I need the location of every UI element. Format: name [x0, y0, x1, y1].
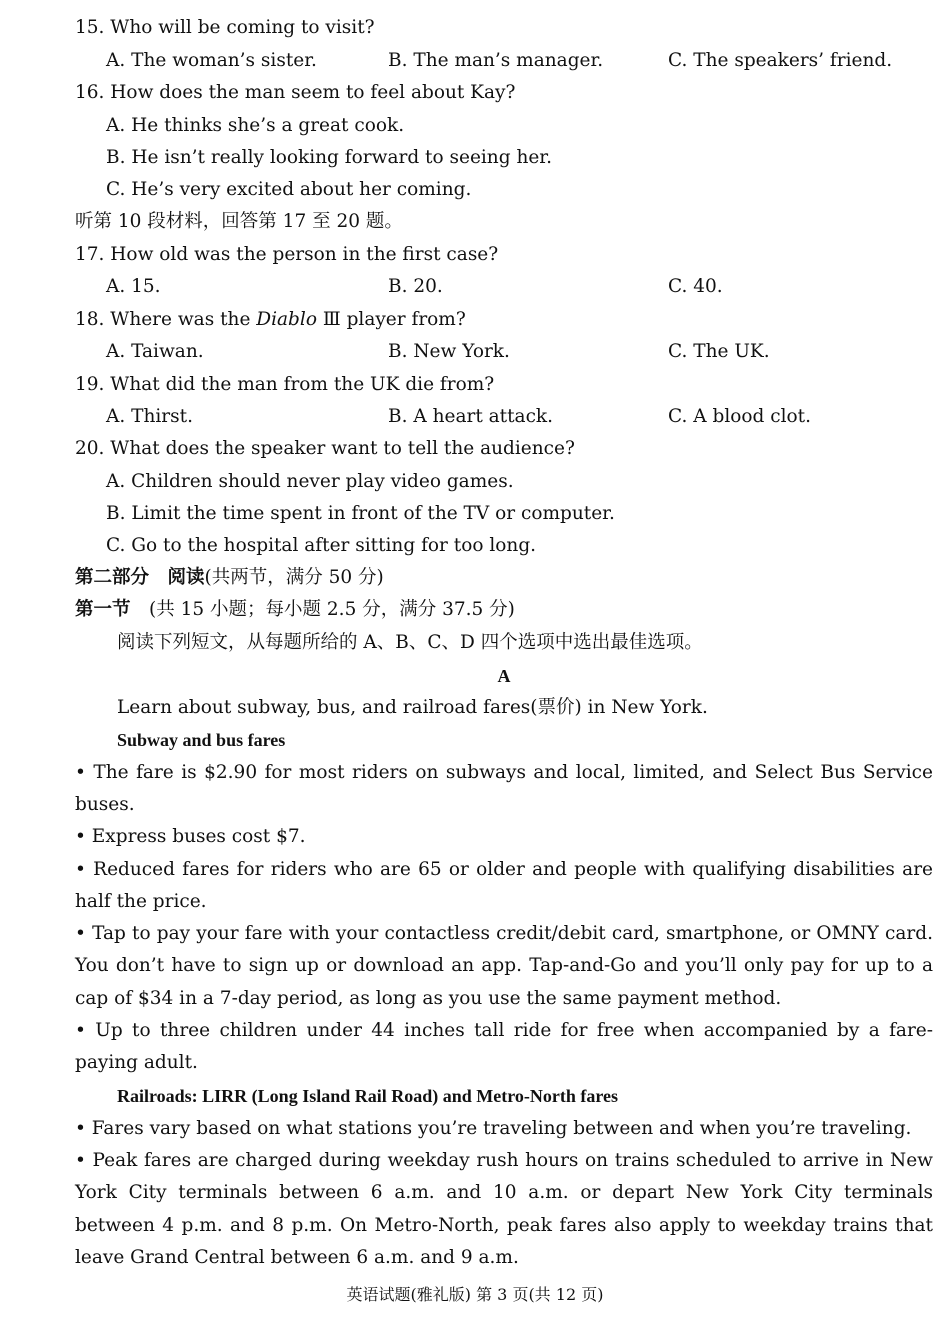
option-a: A. Taiwan.	[106, 341, 204, 362]
option-b: B. The man’s manager.	[388, 50, 604, 71]
bullet-peak: • Peak fares are charged during weekday rush hours on trains scheduled to arrive in New York City terminals between 6 a.m. and 10 a.m. or depart New York City terminals between 4 p.m. and 8 p.m. On Metro-North, peak fares also apply to weekday trains that leave Grand Central between 6 a.m. and 9 a.m.	[75, 1150, 933, 1268]
stem-prefix: 18. Where was the	[75, 309, 257, 330]
passage-label: A	[497, 666, 511, 686]
option-c: C. The speakers’ friend.	[668, 50, 893, 71]
stem-suffix: Ⅲ player from?	[316, 309, 466, 330]
option-a: A. The woman’s sister.	[106, 50, 317, 71]
question-15-options	[0, 45, 950, 77]
instruction: 阅读下列短文，从每题所给的 A、B、C、D 四个选项中选出最佳选项。	[117, 632, 703, 653]
part2-title: 第二部分 阅读	[75, 567, 205, 588]
option-c: C. 40.	[668, 276, 723, 297]
part2-heading	[0, 562, 950, 594]
question-16-stem: 16. How does the man seem to feel about Kay?	[75, 82, 516, 103]
option-a: A. He thinks she’s a great cook.	[106, 115, 405, 136]
option-b: B. He isn’t really looking forward to seeing her.	[106, 147, 552, 168]
heading-subway-bus: Subway and bus fares	[117, 730, 286, 750]
option-b: B. Limit the time spent in front of the TV or computer.	[106, 503, 615, 524]
listening-note: 听第 10 段材料，回答第 17 至 20 题。	[75, 211, 403, 232]
question-18-options	[0, 336, 950, 368]
bullet-tap: • Tap to pay your fare with your contactless credit/debit card, smartphone, or OMNY card. You don’t have to sign up or download an app. Tap-and-Go and you’ll only pay for up to a cap of $34 in a 7-day period, as long as you use the same payment method.	[75, 923, 933, 1009]
section1-title: 第一节	[75, 599, 131, 620]
question-20-stem: 20. What does the speaker want to tell the audience?	[75, 438, 575, 459]
option-b: B. 20.	[388, 276, 443, 297]
bullet-fare: • The fare is $2.90 for most riders on subways and local, limited, and Select Bus Service buses.	[75, 762, 933, 816]
bullet-reduced: • Reduced fares for riders who are 65 or older and people with qualifying disabilities are half the price.	[75, 859, 933, 913]
bullet-children: • Up to three children under 44 inches tall ride for free when accompanied by a fare-paying adult.	[75, 1020, 933, 1074]
section1-note: (共 15 小题；每小题 2.5 分，满分 37.5 分)	[130, 599, 515, 620]
question-15-stem: 15. Who will be coming to visit?	[75, 17, 375, 38]
option-c: C. The UK.	[668, 341, 770, 362]
question-17-options	[0, 271, 950, 303]
question-19-stem: 19. What did the man from the UK die from?	[75, 374, 495, 395]
option-c: C. Go to the hospital after sitting for too long.	[106, 535, 537, 556]
option-b: B. A heart attack.	[388, 406, 554, 427]
bullet-express: • Express buses cost $7.	[75, 826, 306, 847]
option-c: C. A blood clot.	[668, 406, 811, 427]
page-footer: 英语试题(雅礼版) 第 3 页(共 12 页)	[346, 1285, 604, 1304]
part2-note: (共两节，满分 50 分)	[204, 567, 384, 588]
heading-railroads: Railroads: LIRR (Long Island Rail Road) and Metro-North fares	[117, 1086, 619, 1106]
question-19-options	[0, 401, 950, 433]
bullet-vary: • Fares vary based on what stations you’re traveling between and when you’re traveling.	[75, 1118, 912, 1139]
option-a: A. 15.	[106, 276, 161, 297]
option-b: B. New York.	[388, 341, 510, 362]
option-c: C. He’s very excited about her coming.	[106, 179, 472, 200]
option-a: A. Thirst.	[106, 406, 193, 427]
game-title: Diablo	[256, 309, 317, 330]
section1-heading	[0, 594, 950, 626]
question-17-stem: 17. How old was the person in the first case?	[75, 244, 499, 265]
question-18-stem	[0, 304, 950, 336]
passage-intro: Learn about subway, bus, and railroad fares(票价) in New York.	[117, 697, 708, 718]
option-a: A. Children should never play video games.	[106, 471, 514, 492]
